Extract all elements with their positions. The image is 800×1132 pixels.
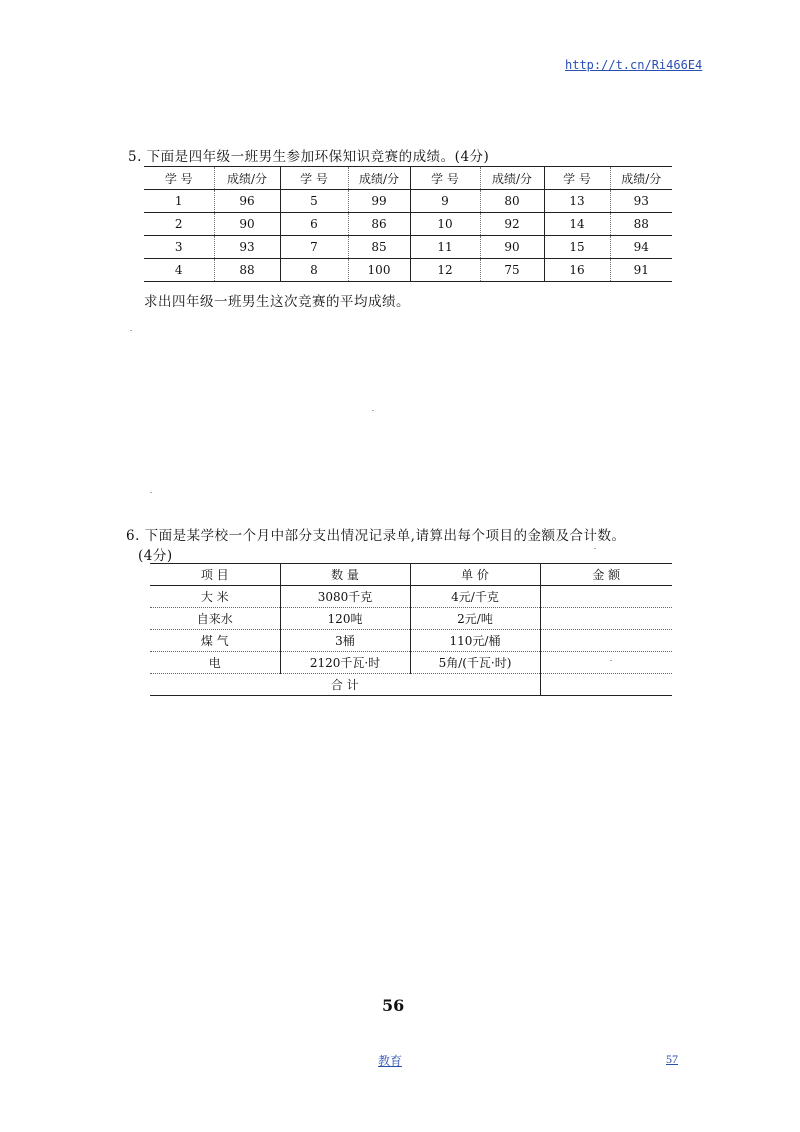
table-cell: 大 米 xyxy=(150,586,280,608)
table-cell: 88 xyxy=(610,213,672,236)
table-cell: 7 xyxy=(280,236,348,259)
table-cell: 75 xyxy=(480,259,544,282)
table-cell: 14 xyxy=(544,213,610,236)
total-amount-cell xyxy=(540,674,672,696)
table-row xyxy=(144,190,672,213)
q6-points: (4分) xyxy=(138,548,173,564)
footer-edu-link[interactable]: 教育 xyxy=(378,1054,403,1068)
column-header: 成绩/分 xyxy=(348,167,410,190)
table-cell: 80 xyxy=(480,190,544,213)
table-cell: 4元/千克 xyxy=(410,586,540,608)
table-cell: 120吨 xyxy=(280,608,410,630)
table-cell: 9 xyxy=(410,190,480,213)
column-header: 单 价 xyxy=(410,564,540,586)
amount-cell xyxy=(540,652,672,674)
table-cell: 100 xyxy=(348,259,410,282)
table-cell: 煤 气 xyxy=(150,630,280,652)
table-cell: 86 xyxy=(348,213,410,236)
table-cell: 99 xyxy=(348,190,410,213)
table-cell: 3 xyxy=(144,236,214,259)
column-header: 项 目 xyxy=(150,564,280,586)
table-cell: 8 xyxy=(280,259,348,282)
table-cell: 10 xyxy=(410,213,480,236)
q5-title: 5. 下面是四年级一班男生参加环保知识竞赛的成绩。(4分) xyxy=(128,149,490,165)
scan-speck xyxy=(610,660,612,661)
table-cell: 5角/(千瓦·时) xyxy=(410,652,540,674)
amount-cell xyxy=(540,630,672,652)
amount-cell xyxy=(540,608,672,630)
column-header: 数 量 xyxy=(280,564,410,586)
column-header: 学 号 xyxy=(410,167,480,190)
column-header: 成绩/分 xyxy=(610,167,672,190)
column-header: 成绩/分 xyxy=(214,167,280,190)
table-cell: 93 xyxy=(610,190,672,213)
table-cell: 110元/桶 xyxy=(410,630,540,652)
table-cell: 90 xyxy=(214,213,280,236)
scan-speck xyxy=(130,330,132,331)
table-cell: 85 xyxy=(348,236,410,259)
table-row xyxy=(150,652,672,674)
table-row xyxy=(144,259,672,282)
table-cell: 自来水 xyxy=(150,608,280,630)
table-cell: 2 xyxy=(144,213,214,236)
table-cell: 11 xyxy=(410,236,480,259)
table-cell: 5 xyxy=(280,190,348,213)
scan-speck xyxy=(150,492,152,493)
header-url-link[interactable]: http://t.cn/Ri466E4 xyxy=(565,58,703,72)
column-header: 金 额 xyxy=(540,564,672,586)
column-header: 学 号 xyxy=(544,167,610,190)
table-cell: 94 xyxy=(610,236,672,259)
table-cell: 4 xyxy=(144,259,214,282)
table-row xyxy=(150,608,672,630)
table-cell: 13 xyxy=(544,190,610,213)
table-cell: 92 xyxy=(480,213,544,236)
column-header: 学 号 xyxy=(144,167,214,190)
q6-title: 6. 下面是某学校一个月中部分支出情况记录单,请算出每个项目的金额及合计数。 xyxy=(126,528,626,544)
table-cell: 90 xyxy=(480,236,544,259)
q5-question: 求出四年级一班男生这次竞赛的平均成绩。 xyxy=(144,294,410,310)
q6-expense-table xyxy=(150,563,672,696)
table-row xyxy=(144,213,672,236)
table-cell: 6 xyxy=(280,213,348,236)
table-cell: 12 xyxy=(410,259,480,282)
table-cell: 93 xyxy=(214,236,280,259)
table-cell: 3080千克 xyxy=(280,586,410,608)
amount-cell xyxy=(540,586,672,608)
table-cell: 电 xyxy=(150,652,280,674)
column-header: 成绩/分 xyxy=(480,167,544,190)
table-cell: 88 xyxy=(214,259,280,282)
scan-speck xyxy=(594,548,596,549)
scan-speck xyxy=(372,410,374,411)
total-label: 合 计 xyxy=(150,674,540,696)
footer-page-link[interactable]: 57 xyxy=(666,1052,678,1066)
table-cell: 15 xyxy=(544,236,610,259)
table-row xyxy=(144,236,672,259)
table-cell: 91 xyxy=(610,259,672,282)
table-cell: 2120千瓦·时 xyxy=(280,652,410,674)
table-cell: 1 xyxy=(144,190,214,213)
q5-score-table xyxy=(144,166,672,282)
total-row xyxy=(150,674,672,696)
table-row xyxy=(150,586,672,608)
table-cell: 96 xyxy=(214,190,280,213)
table-header-row xyxy=(150,564,672,586)
page-number: 56 xyxy=(382,996,405,1015)
table-cell: 3桶 xyxy=(280,630,410,652)
table-cell: 2元/吨 xyxy=(410,608,540,630)
table-cell: 16 xyxy=(544,259,610,282)
table-row xyxy=(150,630,672,652)
column-header: 学 号 xyxy=(280,167,348,190)
table-header-row xyxy=(144,167,672,190)
